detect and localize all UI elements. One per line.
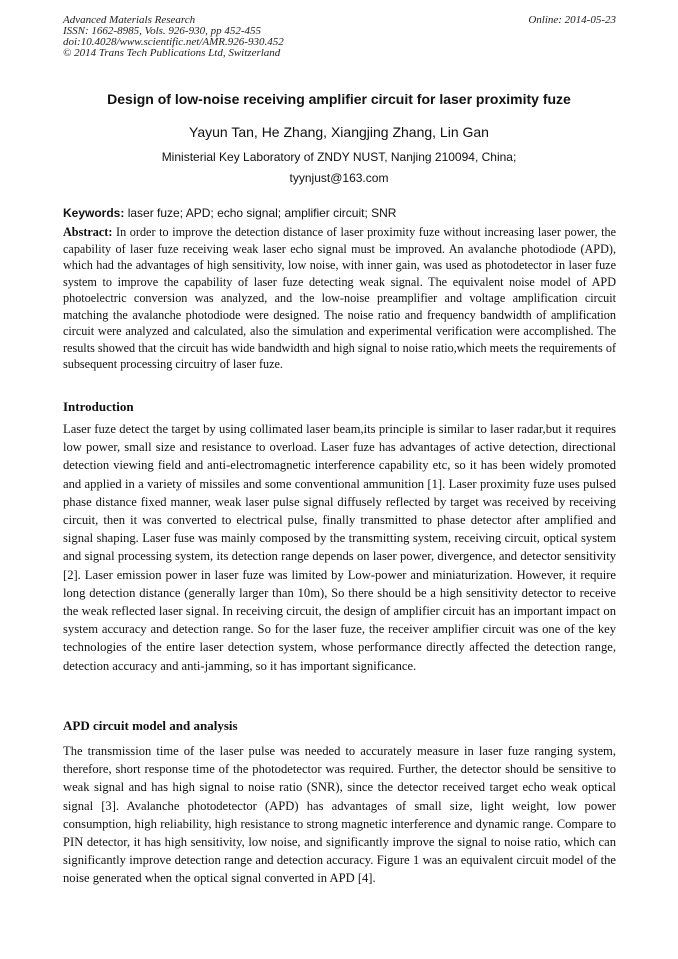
journal-name: Advanced Materials Research xyxy=(63,14,196,26)
apd-section-heading: APD circuit model and analysis xyxy=(63,718,238,733)
keywords-text: laser fuze; APD; echo signal; amplifier circuit; SNR xyxy=(127,206,397,220)
keywords-label: Keywords: xyxy=(63,206,125,220)
author-email[interactable]: tyynjust@163.com xyxy=(289,171,389,185)
issn-line: ISSN: 1662-8985, Vols. 926-930, pp 452-455 xyxy=(63,25,261,37)
abstract-text: In order to improve the detection distance of laser proximity fuze without increasing laser power, the capability of laser fuze receiving weak laser echo signal must be improved. An avalanche photodiode (APD), which had the advantages of high sensitivity, low noise, with inner gain, was used as photodetector in laser fuze system to improve the capability of laser fuze detecting weak signal. The equivalent noise model of APD photoelectric conversion was analyzed, and the low-noise preamplifier and voltage amplification circuit matching the avalanche photodiode were designed. The noise ratio and frequency bandwidth of amplification circuit were analyzed and calculated, also the simulation and experimental verification were accomplished. The results showed that the circuit has wide bandwidth and high signal to noise ratio,which meets the requirements of subsequent processing circuitry of laser fuze. xyxy=(63,225,616,371)
affiliation: Ministerial Key Laboratory of ZNDY NUST, Nanjing 210094, China; xyxy=(161,150,517,164)
keywords-line xyxy=(63,206,616,220)
abstract-block xyxy=(63,224,616,373)
doi-line[interactable]: doi:10.4028/www.scientific.net/AMR.926-930.452 xyxy=(63,36,284,48)
online-date: Online: 2014-05-23 xyxy=(528,14,616,26)
copyright-line: © 2014 Trans Tech Publications Ltd, Switzerland xyxy=(63,47,281,59)
journal-header xyxy=(63,15,616,59)
abstract-label: Abstract: xyxy=(63,225,113,239)
introduction-paragraph: Laser fuze detect the target by using collimated laser beam,its principle is similar to laser radar,but it requires low power, small size and resistance to overload. Laser fuze has advantages of active detection, directional detection viewing field and anti-electromagnetic interference capability etc, so it has been widely promoted and applied in a variety of missiles and some conventional ammunition [1]. Laser proximity fuze uses pulsed phase distance fixed manner, weak laser pulse signal diffusely reflected by target was received by receiving circuit, then it was converted to electrical pulse, finally transmitted to phase detector after amplified and signal shaping. Laser fuse was mainly composed by the transmitting system, receiving circuit, optical system and signal processing system, its detection range depends on laser power, divergence, and detector sensitivity [2]. Laser emission power in laser fuze was limited by Low-power and miniaturization. However, it require long detection distance (generally larger than 10m), So there should be a high sensitivity detector to receive the weak reflected laser signal. In receiving circuit, the design of amplifier circuit has an important impact on system accuracy and detection range. So for the laser fuze, the receiver amplifier circuit was one of the key technologies of the entire laser detection system, whose performance directly affected the detection range, detection accuracy and anti-jamming, so it has important significance. xyxy=(63,422,616,673)
author-list: Yayun Tan, He Zhang, Xiangjing Zhang, Lin Gan xyxy=(189,124,489,140)
apd-section-paragraph: The transmission time of the laser pulse was needed to accurately measure in laser fuze ranging system, therefore, short response time of the photodetector was required. Further, the detector should be sensitive to weak signal and has high signal to noise ratio (SNR), since the detector received target echo weak optical signal [3]. Avalanche photodetector (APD) has advantages of small size, light weight, low power consumption, high reliability, high resistance to strong magnetic interference and dynamic range. Compare to PIN detector, it has high sensitivity, low noise, and significantly improve the signal to noise ratio, which can significantly improve detection range and detection accuracy. Figure 1 was an equivalent circuit model of the noise generated when the optical signal converted in APD [4]. xyxy=(63,744,616,886)
introduction-heading: Introduction xyxy=(63,399,134,414)
paper-title: Design of low-noise receiving amplifier circuit for laser proximity fuze xyxy=(107,91,571,107)
